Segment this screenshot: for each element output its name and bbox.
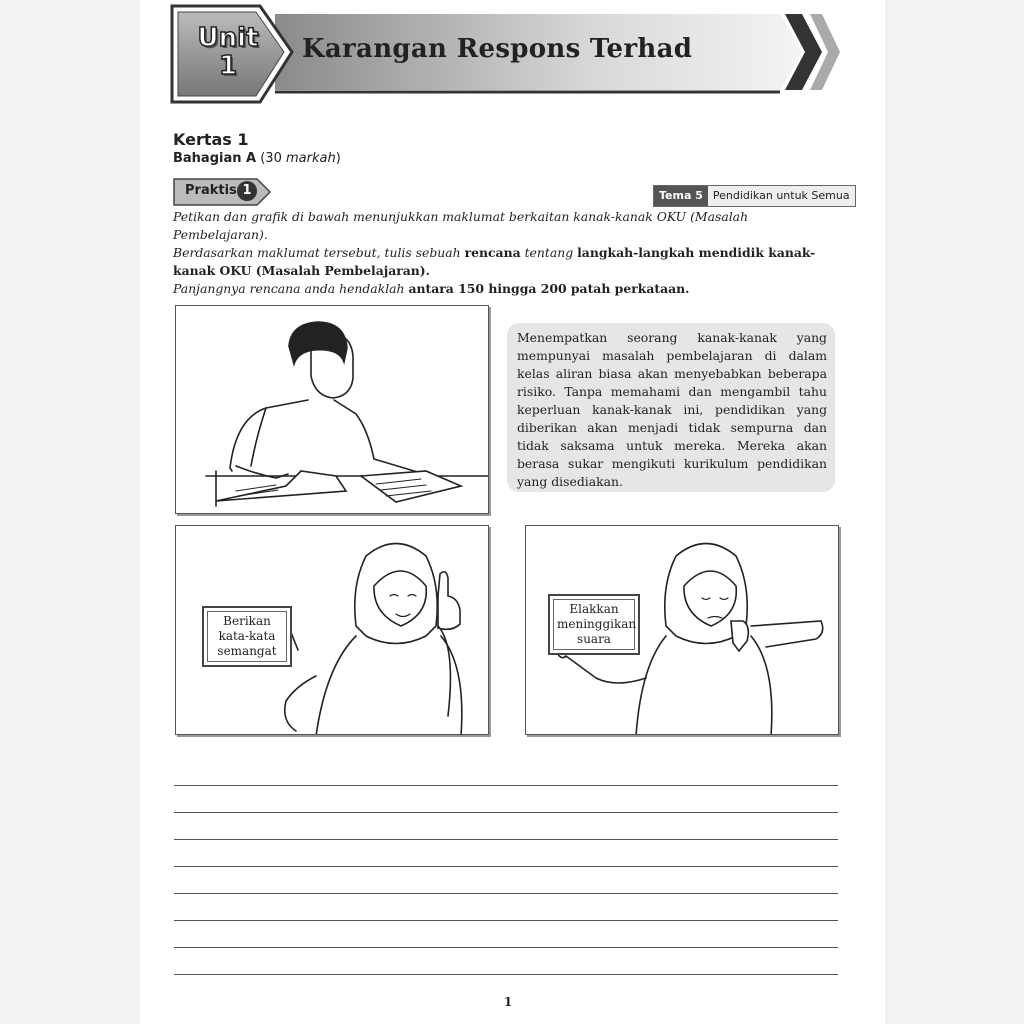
sign-encourage: Berikan kata-kata semangat — [202, 606, 292, 667]
theme-badge — [653, 185, 856, 207]
page-title: Karangan Respons Terhad — [302, 34, 693, 64]
writing-line[interactable] — [174, 812, 838, 813]
writing-line[interactable] — [174, 920, 838, 921]
passage-box: Menempatkan seorang kanak-kanak yang mempunyai masalah pembelajaran di dalam kelas aliran biasa akan menyebabkan beberapa risiko. Tanpa memahami dan mengambil tahu keperluan kanak-kanak ini, pendidikan yang diberikan akan menjadi tidak sempurna dan tidak saksama untuk mereka. Mereka akan berasa sukar mengikuti kurikulum pendidikan yang disediakan. — [507, 323, 835, 492]
practice-tag — [173, 178, 273, 206]
theme-tag: Tema 5 — [654, 186, 708, 206]
practice-label: Praktis — [185, 183, 237, 198]
writing-line[interactable] — [174, 947, 838, 948]
sign-avoid-raising-voice: Elakkan meninggikan suara — [548, 594, 640, 655]
unit-banner — [170, 4, 840, 104]
illustration-boy-studying — [175, 305, 489, 514]
writing-line[interactable] — [174, 866, 838, 867]
unit-number: Unit 1 — [197, 23, 259, 81]
section-heading: Bahagian A (30 markah) — [173, 151, 341, 166]
paper-heading: Kertas 1 — [173, 130, 249, 149]
practice-number: 1 — [237, 181, 257, 201]
instructions: Petikan dan grafik di bawah menunjukkan maklumat berkaitan kanak-kanak OKU (Masalah Pembelajaran). Berdasarkan maklumat tersebut, tulis sebuah rencana tentang langkah-langkah mendidik kanak-kanak OKU (Masalah Pembelajaran). Panjangnya rencana anda hendaklah antara 150 hingga 200 patah perkataan. — [173, 209, 816, 296]
writing-line[interactable] — [174, 785, 838, 786]
writing-line[interactable] — [174, 839, 838, 840]
writing-line[interactable] — [174, 893, 838, 894]
boy-drawing — [176, 306, 488, 513]
writing-line[interactable] — [174, 974, 838, 975]
page-number: 1 — [503, 995, 513, 1009]
theme-name: Pendidikan untuk Semua — [708, 186, 855, 206]
